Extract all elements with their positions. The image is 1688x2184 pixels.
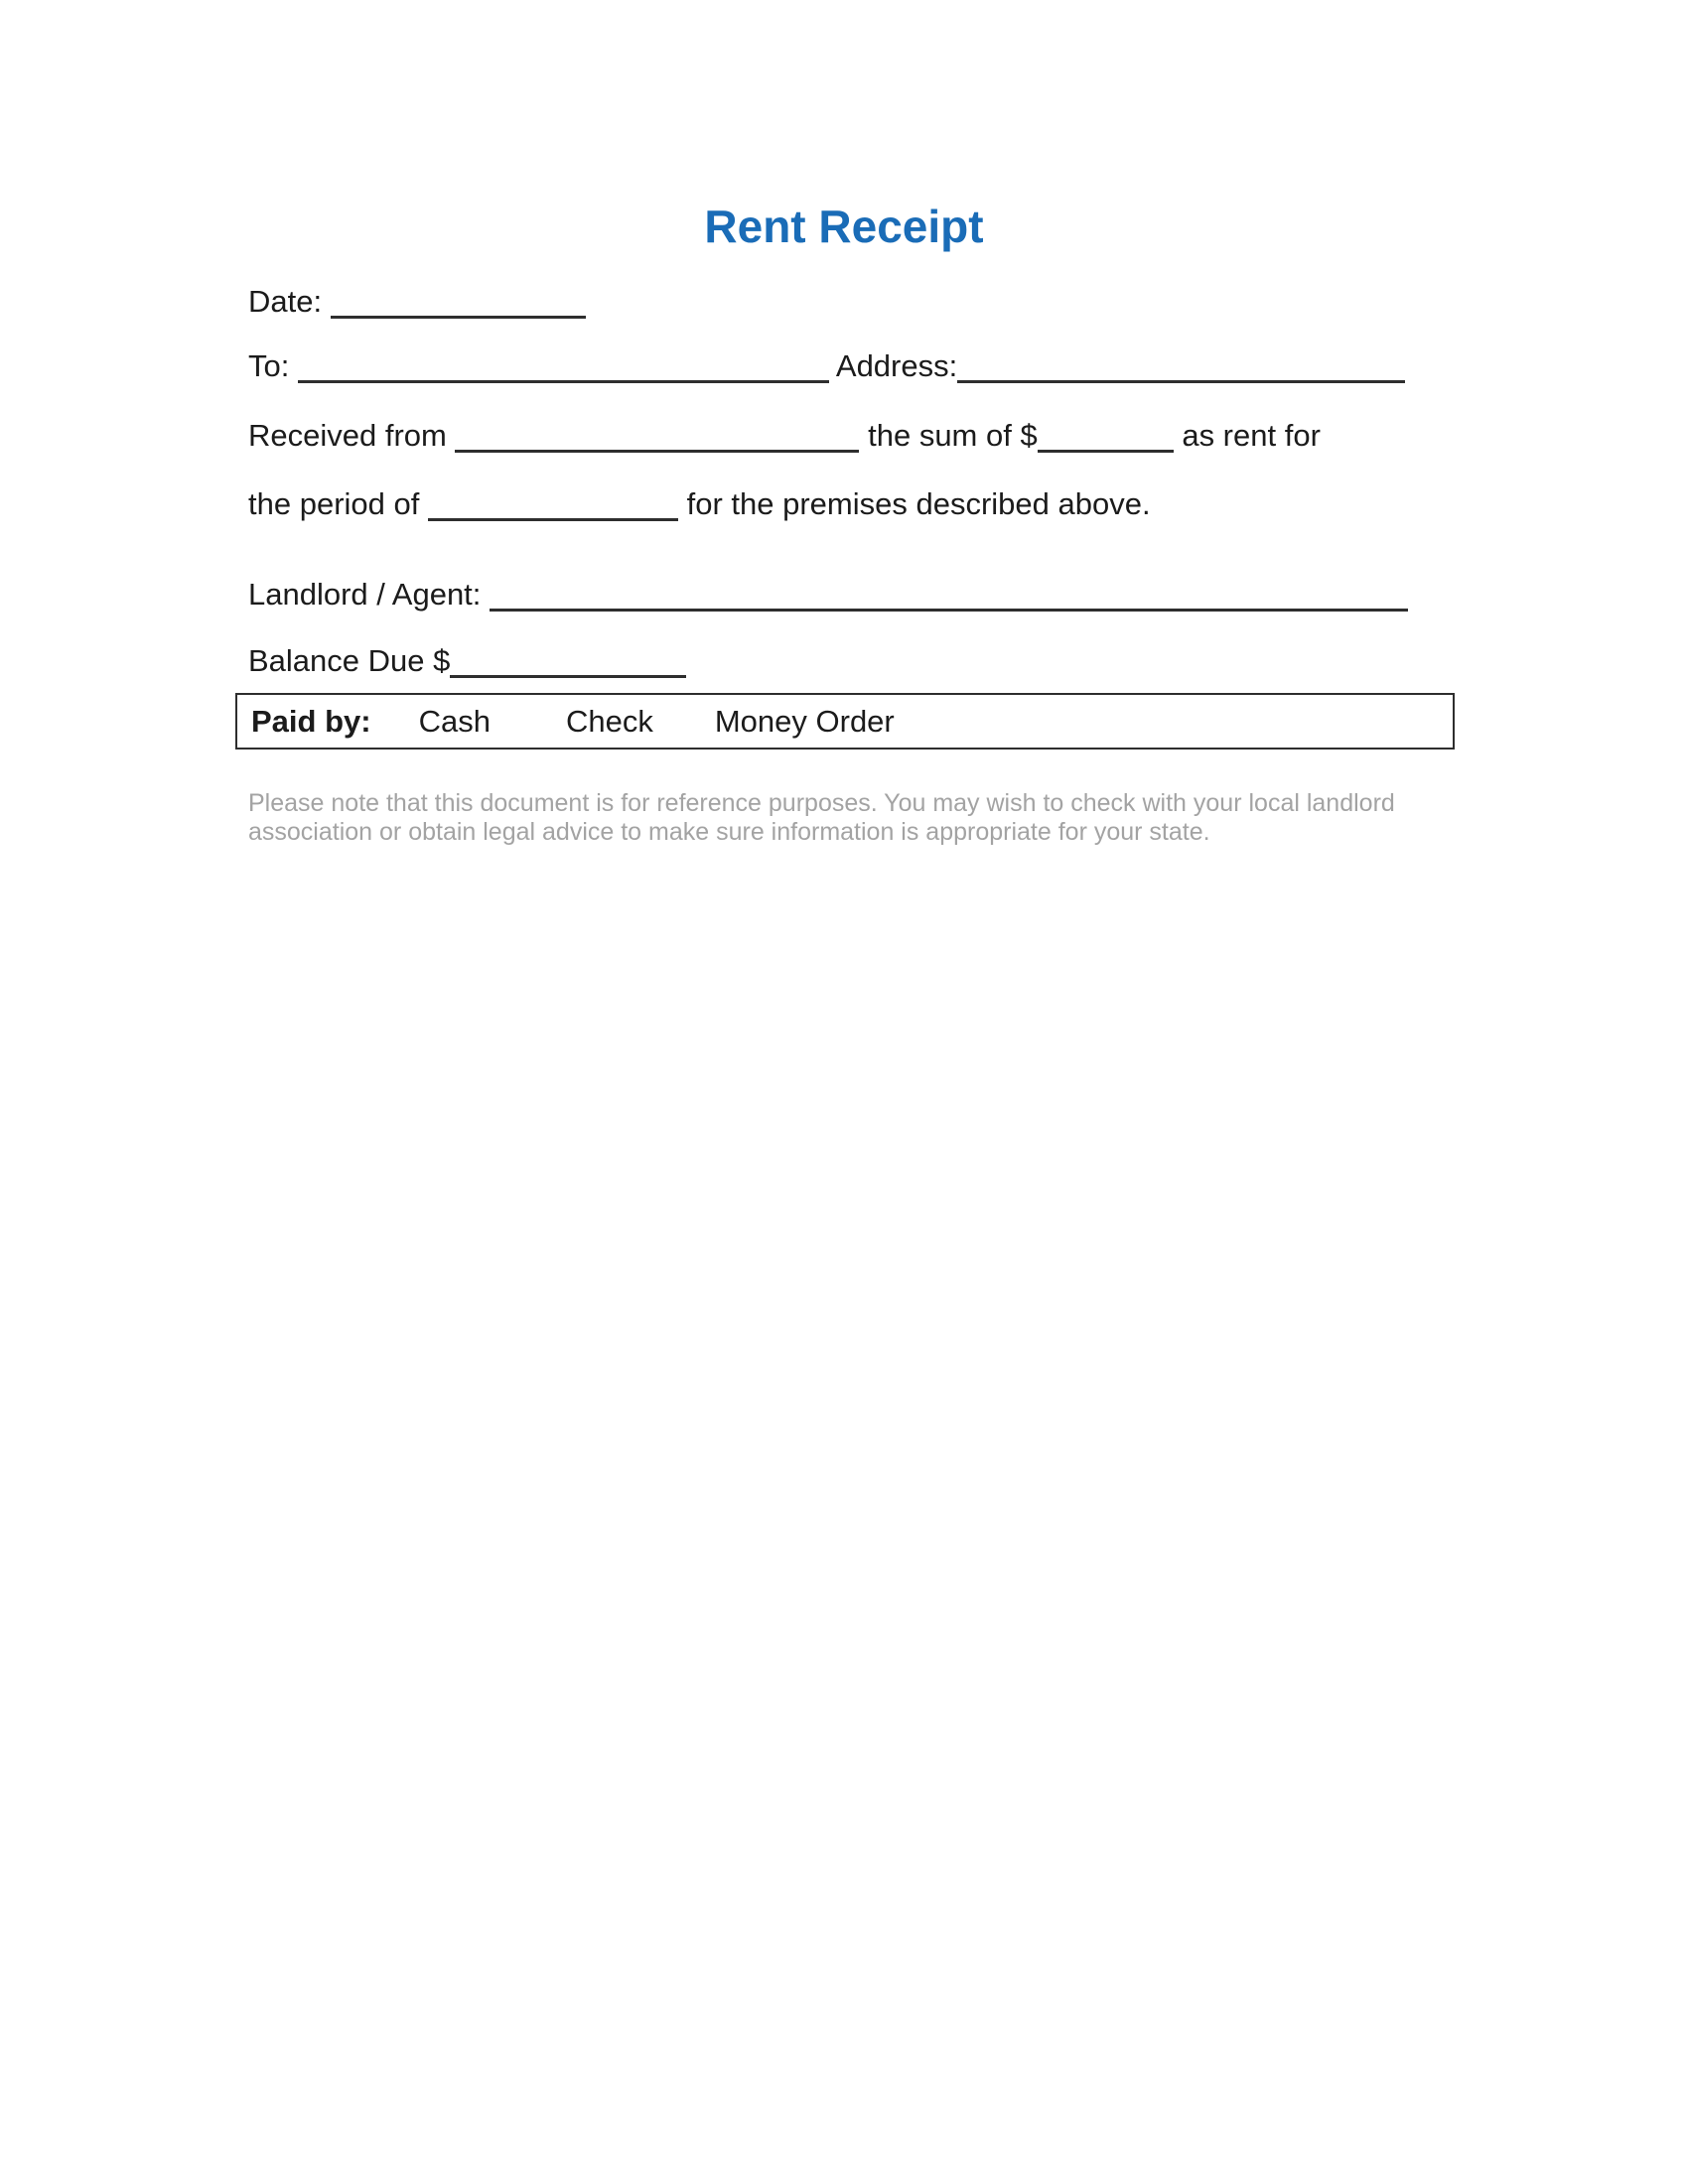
received-from-blank-line[interactable] — [455, 419, 859, 453]
period-row — [248, 487, 1151, 521]
received-row — [248, 419, 1321, 453]
landlord-agent-blank-line[interactable] — [490, 578, 1408, 612]
disclaimer-note — [248, 789, 1395, 847]
to-label: To: — [248, 348, 290, 383]
balance-due-blank-line[interactable] — [450, 644, 686, 678]
address-blank-line[interactable] — [957, 349, 1405, 383]
premises-label: for the premises described above. — [686, 486, 1151, 521]
paid-by-box — [235, 693, 1455, 750]
landlord-row — [248, 578, 1408, 612]
paid-by-option-cash[interactable]: Cash — [418, 704, 491, 739]
disclaimer-line-1: Please note that this document is for reference purposes. You may wish to check with your local landlord — [248, 789, 1395, 817]
received-from-label: Received from — [248, 418, 447, 453]
page-title: Rent Receipt — [704, 201, 984, 252]
period-label: the period of — [248, 486, 420, 521]
landlord-agent-label: Landlord / Agent: — [248, 577, 482, 612]
paid-by-option-money-order[interactable]: Money Order — [714, 704, 895, 739]
date-row — [248, 285, 586, 319]
paid-by-label: Paid by: — [251, 704, 371, 739]
balance-row — [248, 644, 686, 678]
disclaimer-line-2: association or obtain legal advice to make sure information is appropriate for your state. — [248, 818, 1210, 846]
period-blank-line[interactable] — [428, 487, 678, 521]
sum-of-label: the sum of $ — [868, 418, 1038, 453]
address-label: Address: — [835, 348, 958, 383]
sum-blank-line[interactable] — [1038, 419, 1174, 453]
date-label: Date: — [248, 284, 323, 319]
balance-due-label: Balance Due $ — [248, 643, 451, 678]
to-address-row — [248, 349, 1405, 383]
to-blank-line[interactable] — [298, 349, 829, 383]
paid-by-option-check[interactable]: Check — [565, 704, 653, 739]
as-rent-for-label: as rent for — [1182, 418, 1321, 453]
date-blank-line[interactable] — [331, 285, 586, 319]
